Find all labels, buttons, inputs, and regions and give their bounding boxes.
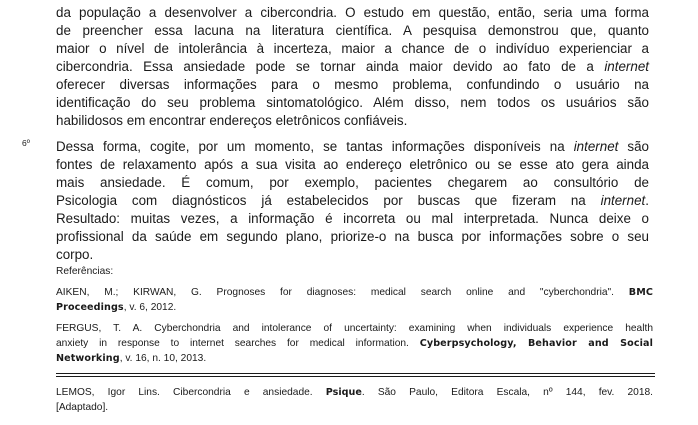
text-line: identificação do seu problema sintomatológico. Além disso, nem todos os usuários são <box>56 95 649 110</box>
italic-term: internet <box>573 139 619 154</box>
text-line: Dessa forma, cogite, por um momento, se tantas informações disponíveis na internet são <box>56 139 650 154</box>
text-line: de preencher essa lacuna na literatura científica. A pesquisa demonstrou que, quanto <box>56 23 649 38</box>
text-line: fontes de relaxamento após a sua visita ao endereço eletrônico ou se esse ato gera ainda <box>56 157 649 172</box>
reference-item <box>56 285 653 315</box>
magazine-title: Psique <box>325 387 362 398</box>
journal-title: Proceedings <box>56 302 124 313</box>
italic-term: internet <box>604 59 649 74</box>
reference-item <box>56 321 653 366</box>
paragraph-number: 6º <box>22 138 30 148</box>
journal-title: Cyberpsychology, Behavior and Social <box>419 338 654 349</box>
text-line: da população a desenvolver a cibercondria. O estudo em questão, então, seria uma forma <box>56 5 649 20</box>
text-line: oferecer diversas informações para o mesmo problema, confundindo o usuário na <box>56 77 649 92</box>
text-line: corpo. <box>56 247 94 262</box>
journal-title: BMC <box>628 287 653 298</box>
text-line: habilidosos em encontrar endereços eletrônicos confiáveis. <box>56 113 408 128</box>
text-line: AIKEN, M.; KIRWAN, G. Prognoses for diagnoses: medical search online and "cyberchondria". BMC <box>56 287 653 298</box>
text-line: Proceedings, v. 6, 2012. <box>56 302 177 313</box>
text-line: profissional da saúde em segundo plano, priorize-o na busca por informações sobre o seu <box>56 229 649 244</box>
italic-term: internet <box>600 193 646 208</box>
references-title: Referências: <box>56 266 114 277</box>
paragraph-6 <box>56 138 649 264</box>
text-line: FERGUS, T. A. Cyberchondria and intolerance of uncertainty: examining when individuals experience health <box>56 323 653 334</box>
double-line-separator <box>56 373 655 377</box>
text-line: Networking, v. 16, n. 10, 2013. <box>56 353 207 364</box>
text-line: [Adaptado]. <box>56 402 109 413</box>
text-line: LEMOS, Igor Lins. Cibercondria e ansiedade. Psique. São Paulo, Editora Escala, nº 144, fev. 2018. <box>56 387 654 398</box>
references-section <box>56 265 653 372</box>
text-line: anxiety in response to internet searches for medical information. Cyberpsychology, Behavior and Social <box>56 338 654 349</box>
journal-title: Networking <box>56 353 120 364</box>
text-line: mais ansiedade. É comum, por exemplo, pacientes chegarem ao consultório de <box>56 175 649 190</box>
text-line: maior o nível de intolerância à incerteza, maior a chance de o indivíduo experienciar a <box>56 41 649 56</box>
source-citation <box>56 385 653 415</box>
paragraph-continued <box>56 4 649 130</box>
text-line: cibercondria. Essa ansiedade pode se tornar ainda maior devido ao fato de a internet <box>56 59 649 74</box>
text-line: Psicologia com diagnósticos já estabelecidos por buscas que fizeram na internet. <box>56 193 649 208</box>
text-line: Resultado: muitas vezes, a informação é incorreta ou mal interpretada. Nunca deixe o <box>56 211 649 226</box>
